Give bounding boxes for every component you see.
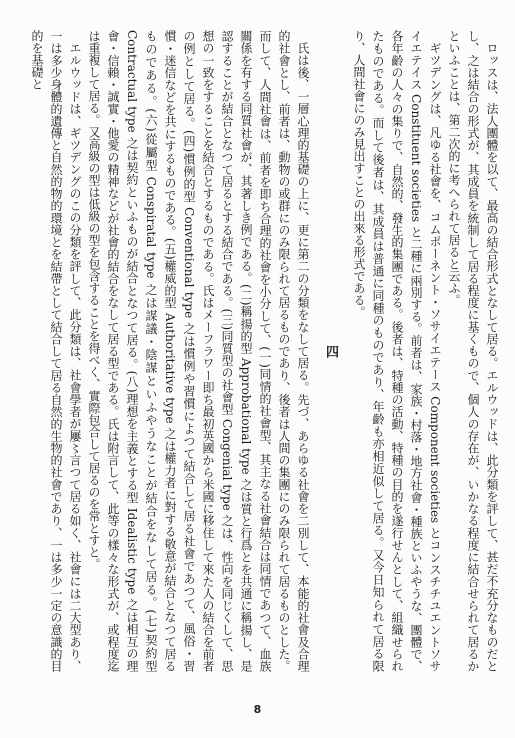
paragraph-giddings-classification: ギツデングは、凡ゆる社會を、コムポーネント・ソサイエテース Component societies とコンスチチユエントソサイエテイス Constituent societies と二種に兩別する。前者は、家族・村落・地方社會・種族といふやうな、團體で、各年齡の人々の集りで、自然的、發生的集團である。後者は、特種の活動、特種の目的を遂行せんとして、組織せられたものである。而して後者は、其成員は普通に同種のものであり、年齡も亦相近似して居る。又今日知られて居る限り、人間社會にのみ見出すことの出來る形式である。 xyxy=(352,30,442,672)
page-number: 8 xyxy=(253,703,262,716)
paragraph-ross: ロッスは、法人團體を以て、最高の結合形式となして居る。エルウッドは、此分類を評して、甚だ不充分なものだとし、之は結合の形式が、其成員を統制して居る程度に基くもので、個人の存在が、いかなる程度に結合せられて居るかといふことは、第二次的に考へられて居ると云ふ。 xyxy=(447,30,499,672)
paragraph-second-classification: 氏は後、一層心理的基礎の上に、更に第二の分類をなして居る。先づ、あらゆる社會を二別して、本能的社會及合理的社會とし、前者は、動物の或群にのみ限られて居るものであり、後者は人間の集團にのみ限られて居るものとした。而して、人間社會は、前者を即ち合理的社會を小分して、(一)同情的社會型、其主なる社會結合は同情であつて、血族關係を有する同質社會が、其著しき例である。(二)稱揚的型 Approbational type 之は質と行爲とを共通に稱揚し、是認することが結合となつて居るとする結合である。(三)同質型の社會型 Congenial type 之は、性向を同じくして、思想の一致をすることを結合とするものである。氏はメーフラワー即ち最初英國から米國に移住して來た人の結合を前者の例として居る。(四)慣例的型 Conventional type 之は慣例や習慣によつて結合して居る社會であつて、風俗・習慣・迷信などを共にするものである。(五)權威的型 Authoritative type 之は權力者に對する敬意が結合となつて居るものである。(六)從屬型 Conspiratal type 之は謀議・陰謀といふやうなことが結合をなして居る。(七)契約型 Contractual type 之は契約といふものが結合となつて居る。(八)理想を主義とする型 Idealistic type 之は相互の理會・信賴・誠實・他愛の精神などが社會的結合をなして居る型である。氏は附言して、此等の樣々な形式が、或程度迄は重複して居る。又高級の型は低級の型を包含することを得べく、實際包合して居るのを常とすと。 xyxy=(87,30,310,672)
paragraph-ellwood-critique: エルウッドは、ギツデングのこの分類を評して、此分類は、社會學者が屢〻言つて居る如く、社會には二大型あり、一は多少身體的遺傳と自然的物的環境とを結帶として結合して居る自然的生物的社會であり、一は多少一定の意識的目的を基礎と xyxy=(30,30,82,672)
body-text xyxy=(13,30,501,672)
section-heading: 四 xyxy=(323,344,338,358)
